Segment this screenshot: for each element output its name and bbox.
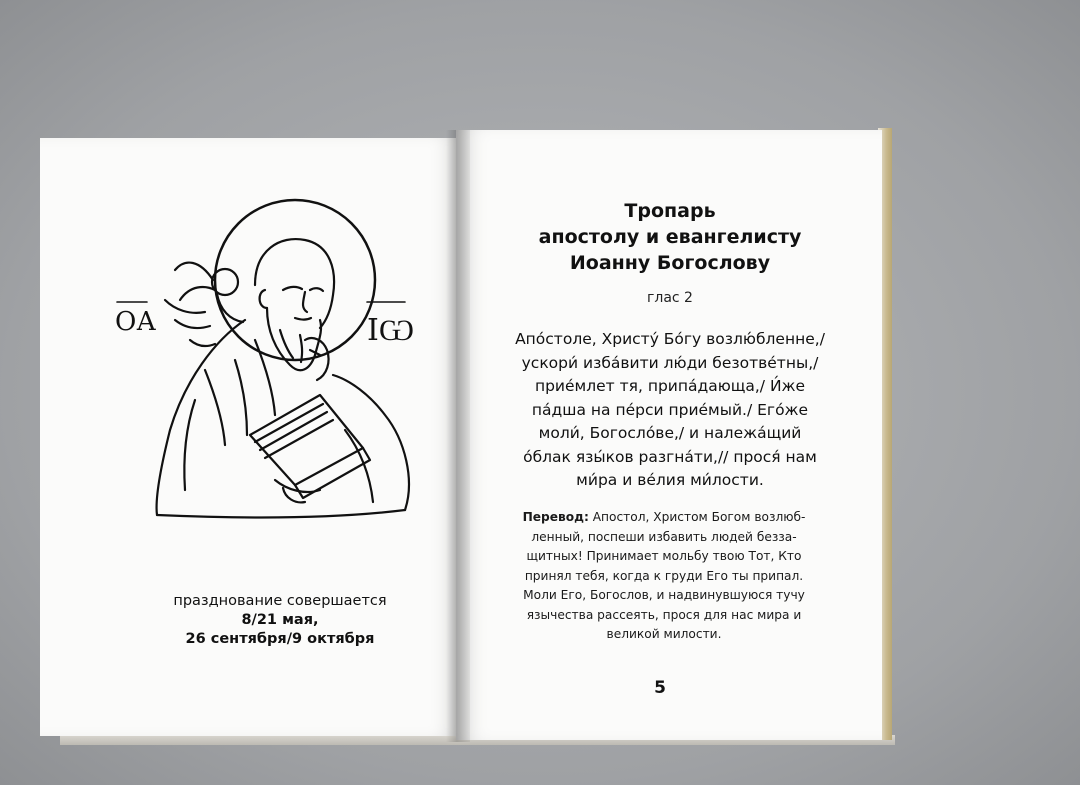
feast-date-september: 26 сентября/9 октября <box>185 631 375 647</box>
feast-dates <box>150 592 410 649</box>
translation-label: Перевод: <box>522 510 589 524</box>
page-number: 5 <box>654 678 666 698</box>
page-title <box>470 198 870 276</box>
troparion-line: ускори́ изба́вити лю́ди безотве́тны,/ <box>521 353 819 372</box>
feast-caption: празднование совершается <box>173 593 387 609</box>
translation-line: принял тебя, когда к груди Его ты припал. <box>524 568 804 583</box>
translation-line: щитных! Принимает мольбу твою Тот, Кто <box>526 549 802 563</box>
tone-label: глас 2 <box>647 290 693 306</box>
feast-date-may: 8/21 мая, <box>241 612 319 628</box>
troparion-line: прие́млет тя, припа́дающа,/ И́же <box>534 377 806 395</box>
icon-inscription-right: ΙѠ <box>367 313 415 348</box>
troparion-line: о́блак язы́ков разгна́ти,// прося́ нам <box>523 447 817 466</box>
troparion-line: ми́ра и ве́лия ми́лости. <box>576 471 764 489</box>
title-line: Иоанну Богослову <box>569 252 771 274</box>
translation-line: ленный, поспеши избавить людей безза- <box>531 529 797 544</box>
title-line: апостолу и евангелисту <box>538 226 802 248</box>
title-line: Тропарь <box>624 200 716 222</box>
book-gutter <box>446 130 470 742</box>
troparion-text <box>470 328 870 493</box>
troparion-line: моли́, Богосло́ве,/ и належа́щий <box>538 424 802 442</box>
saint-john-icon <box>105 190 435 530</box>
troparion-line: па́дша на пе́рси прие́мый./ Его́же <box>531 400 809 419</box>
translation-text <box>494 508 834 645</box>
translation-line: Моли Его, Богослов, и надвинувшуюся тучу <box>523 588 805 602</box>
translation-line: великой милости. <box>606 627 722 641</box>
icon-inscription-left: ОА <box>115 307 157 337</box>
translation-line: язычества рассеять, прося для нас мира и <box>526 607 802 622</box>
troparion-line: Апо́столе, Христу́ Бо́гу возлю́бленне,/ <box>515 330 825 348</box>
translation-line: Перевод: Апостол, Христом Богом возлюб- <box>522 510 806 524</box>
